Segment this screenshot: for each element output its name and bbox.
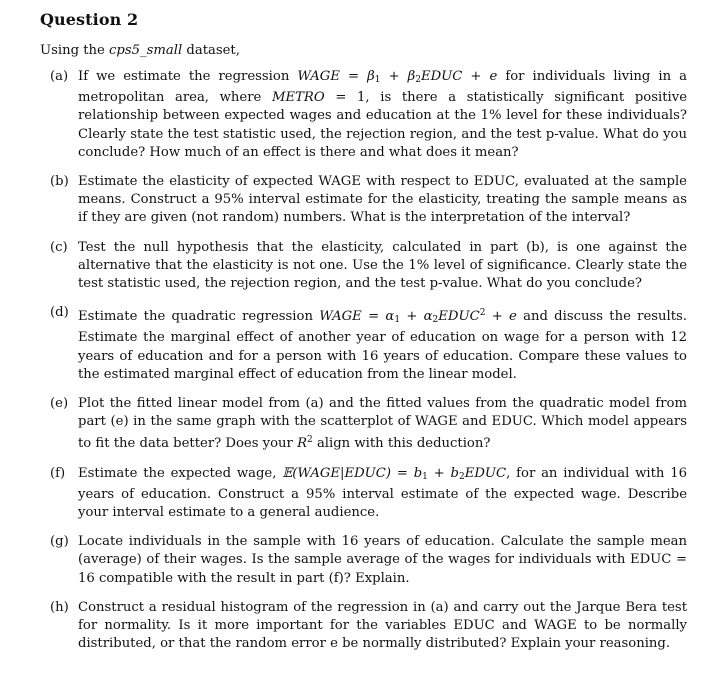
question-intro — [40, 43, 687, 58]
part-label: (h) — [50, 599, 69, 615]
part-label: (c) — [50, 239, 68, 255]
part-label: (a) — [50, 69, 69, 84]
part-a: (a) If we estimate the regression WAGE = $\beta_1$ + $\beta_2EDUC + e$ for individuals living in a metropolitan area, where METRO = 1, is there a statistically significant positive relationship between expected wages and education at the 1% level for these individuals? Clearly state the test statistic used, the rejection region, and the test p-value. What do you conclude? How much of an effect is there and what does it mean? — [50, 69, 688, 160]
part-label: (d) — [50, 305, 69, 321]
intro-suffix: dataset, — [186, 43, 240, 58]
part-c: (c) Test the null hypothesis that the elasticity, calculated in part (b), is one against the alternative that the elasticity is not one. Use the 1% level of significance. Clearly state the test statistic used, the rejection region, and the test p-value. What do you conclude? — [50, 239, 687, 292]
part-label: (g) — [50, 534, 69, 550]
part-h: (h) Construct a residual histogram of the regression in (a) and carry out the Jarque Bera test for normality. Is it more important for the variables EDUC and WAGE to be normally distributed, or that the random error e be normally distributed? Explain your reasoning. — [50, 599, 687, 652]
question-title: Question 2 — [40, 10, 139, 29]
question-parts — [40, 68, 687, 653]
part-f: (f) Estimate the expected wage, 𝔼(WAGE|EDUC) = $b_1$ + $b_2EDUC$, for an individual with 16 years of education. Construct a 95% interval estimate of the expected wage. Describe your interval estimate to a general audience. — [50, 465, 687, 521]
part-d: (d) Estimate the quadratic regression WAGE = $\alpha_1$ + $\alpha_2EDUC^2 + e$ and discuss the results. Estimate the marginal effect of another year of education on wage for a person with 12 years of education and for a person with 16 years of education. Compare these values to the estimated marginal effect of education from the linear model. — [50, 305, 687, 382]
intro-prefix: Using the — [40, 43, 105, 58]
part-e: (e) Plot the fitted linear model from (a) and the fitted values from the quadratic model from part (e) in the same graph with the scatterplot of WAGE and EDUC. Which model appears to fit the data better? Does your $R^2$ align with this deduction? — [50, 396, 687, 452]
part-g: (g) Locate individuals in the sample with 16 years of education. Calculate the sample mean (average) of their wages. Is the sample average of the wages for individuals with EDUC = 16 compatible with the result in part (f)? Explain. — [50, 534, 687, 586]
dataset-name: cps5_small — [109, 43, 183, 58]
part-label: (e) — [50, 396, 69, 412]
part-label: (b) — [50, 174, 69, 190]
part-b: (b) Estimate the elasticity of expected WAGE with respect to EDUC, evaluated at the sample means. Construct a 95% interval estimate for the elasticity, treating the sample means as if they are given (not random) numbers. What is the interpretation of the interval? — [50, 174, 687, 226]
part-label: (f) — [50, 465, 66, 481]
